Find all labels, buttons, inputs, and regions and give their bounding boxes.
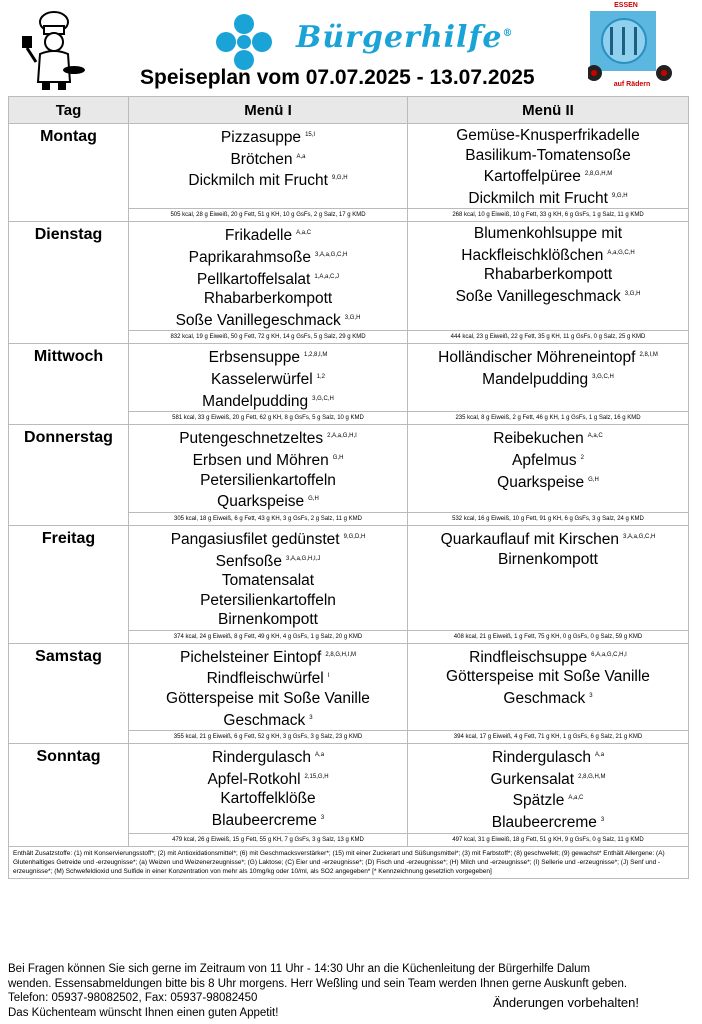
additive-code: 9,G,H (611, 192, 628, 199)
nutrition-menu-1: 355 kcal, 21 g Eiweiß, 6 g Fett, 52 g KH, 3 g GsFs, 3 g Salz, 23 g KMD (129, 731, 408, 744)
additive-code: 2,15,G,H (304, 773, 329, 780)
nutrition-menu-2: 394 kcal, 17 g Eiweiß, 4 g Fett, 71 g KH, 1 g GsFs, 6 g Salz, 21 g KMD (408, 731, 689, 744)
dish-item (133, 689, 403, 709)
dish-item (133, 550, 403, 572)
menu-1-cell (129, 124, 408, 209)
dish-item (412, 746, 684, 768)
nutrition-menu-1: 505 kcal, 28 g Eiweiß, 20 g Fett, 51 g KH, 10 g GsFs, 2 g Salz, 17 g KMD (129, 209, 408, 222)
dish-item (133, 809, 403, 831)
dish-item (412, 687, 684, 709)
dish-item (133, 571, 403, 591)
dish-name: Rindergulasch (491, 749, 592, 767)
dish-name: Holländischer Möhreneintopf (438, 349, 636, 367)
dish-item (133, 309, 403, 331)
additive-code: 3,G,C,H (312, 395, 334, 402)
additive-code: 3 (320, 814, 325, 821)
dish-name: Pellkartoffelsalat (196, 270, 311, 288)
footnote: Enthält Zusatzstoffe: (1) mit Konservierungsstoff*; (2) mit Antioxidationsmittel*; (6) mit Geschmacksverstärker*; (15) mit einer Zuckerart und Süßungsmittel*; (3) mit Farbstoff*; (8) geschwefelt; (9) gewachst* Enthält Allergene: (A) Glutenhaltiges Getreide und -erzeugnisse*; (a) Weizen und Weizenerzeugnisse*; (G) Laktose; (C) Eier und -erzeugnisse*; (D) Fisch und -erzeugnisse*; (H) Milch und -erzeugnisse*; (I) Sellerie und -erzeugnisse*; (J) Senf und -erzeugnisse*; (M) Schwefeldioxid und Sulfide in einer Konzentration von mehr als 10mg/kg oder 10/ml, als SO2 angegeben* [* Kennzeichnung gesetzlich vorgegeben] (9, 846, 689, 878)
nutrition-menu-2: 444 kcal, 23 g Eiweiß, 22 g Fett, 35 g KH, 11 g GsFs, 0 g Salz, 25 g KMD (408, 331, 689, 344)
dish-item (412, 646, 684, 668)
dish-name: Mandelpudding (202, 392, 309, 410)
menu-1-cell (129, 643, 408, 730)
dish-item (133, 289, 403, 309)
dish-item (412, 789, 684, 811)
dish-name: Götterspeise mit Soße Vanille (166, 690, 370, 707)
nutrition-menu-2: 408 kcal, 21 g Eiweiß, 1 g Fett, 75 g KH, 0 g GsFs, 0 g Salz, 59 g KMD (408, 630, 689, 643)
additive-code: 3,A,a,G,C,H (314, 251, 348, 258)
dish-name: Senfsoße (215, 552, 282, 570)
dish-name: Rindergulasch (211, 749, 312, 767)
dish-item (133, 169, 403, 191)
nutrition-menu-2: 268 kcal, 10 g Eiweiß, 10 g Fett, 33 g KH, 6 g GsFs, 1 g Salz, 11 g KMD (408, 209, 689, 222)
additive-code: G,H (308, 496, 319, 503)
dish-name: Dickmilch mit Frucht (188, 172, 328, 190)
additive-code: 2,A,a,G,H,I (327, 433, 357, 440)
dish-name: Blaubeercreme (491, 814, 597, 832)
dish-name: Rindfleischwürfel (206, 670, 324, 688)
dish-item (412, 346, 684, 368)
dish-item (133, 471, 403, 491)
dish-item (412, 667, 684, 687)
menu-2-cell (408, 222, 689, 331)
day-name: Samstag (9, 643, 129, 743)
additive-code: G,H (588, 476, 599, 483)
buergerhilfe-logo-icon (212, 10, 276, 74)
menu-2-cell (408, 425, 689, 512)
table-header-row (9, 97, 689, 124)
dish-item (133, 449, 403, 471)
dish-name: Brötchen (230, 150, 293, 168)
additive-code: 9,G,D,H (343, 533, 366, 540)
nutrition-menu-1: 832 kcal, 19 g Eiweiß, 50 g Fett, 72 g KH, 14 g GsFs, 5 g Salz, 29 g KMD (129, 331, 408, 344)
dish-name: Geschmack (223, 711, 306, 729)
menu-table (8, 96, 689, 879)
menu-2-cell (408, 344, 689, 412)
day-name: Mittwoch (9, 344, 129, 425)
dish-name: Tomatensalat (221, 572, 315, 590)
additive-code: 2 (580, 455, 584, 462)
changes-notice: Änderungen vorbehalten! (493, 995, 640, 1010)
dish-name: Soße Vanillegeschmack (175, 311, 341, 329)
day-row (9, 344, 689, 412)
additive-code: 1,2 (316, 374, 325, 381)
menu-1-cell (129, 425, 408, 512)
dish-item (412, 368, 684, 390)
day-name: Dienstag (9, 222, 129, 344)
dish-item (412, 427, 684, 449)
dish-name: Gurkensalat (490, 770, 575, 788)
dish-item (133, 528, 403, 550)
dish-name: Kartoffelpüree (483, 168, 581, 186)
dish-name: Basilikum-Tomatensoße (465, 146, 631, 164)
column-header-menu-2: Menü II (408, 97, 689, 124)
day-name: Sonntag (9, 744, 129, 847)
dish-item (133, 268, 403, 290)
menu-1-cell (129, 222, 408, 331)
additive-code: 2,8,G,H,I,M (325, 651, 356, 658)
additive-code: G,H (332, 455, 344, 462)
dish-item (412, 811, 684, 833)
dish-name: Rindfleischsuppe (469, 648, 588, 666)
contact-line-4: Das Küchenteam wünscht Ihnen einen guten Appetit! (8, 1006, 279, 1019)
dish-name: Kartoffelklöße (220, 790, 316, 808)
dish-item (133, 390, 403, 412)
header (0, 0, 702, 96)
additive-code: 3,G,H (624, 290, 641, 297)
dish-item (133, 246, 403, 268)
additive-code: A,a,G,C,H (607, 249, 635, 256)
dish-name: Birnenkompott (218, 611, 318, 629)
dish-name: Petersilienkartoffeln (200, 471, 336, 489)
additive-code: 6,A,a,G,C,H,I (591, 651, 627, 658)
dish-name: Götterspeise mit Soße Vanille (446, 668, 650, 686)
dish-item (412, 187, 684, 209)
dish-item (133, 224, 403, 246)
dish-name: Pichelsteiner Eintopf (180, 648, 322, 666)
dish-item (133, 768, 403, 790)
dish-name: Petersilienkartoffeln (200, 591, 336, 609)
dish-name: Blaubeercreme (211, 812, 317, 830)
day-name: Freitag (9, 525, 129, 643)
dish-item (412, 449, 684, 471)
nutrition-menu-1: 581 kcal, 33 g Eiweiß, 20 g Fett, 62 g KH, 8 g GsFs, 5 g Salz, 10 g KMD (129, 412, 408, 425)
menu-1-cell (129, 744, 408, 834)
dish-item (133, 610, 403, 630)
additive-code: 3,G,C,H (592, 374, 614, 381)
additive-code: 2,8,G,H,M (584, 171, 613, 177)
nutrition-menu-2: 532 kcal, 16 g Eiweiß, 10 g Fett, 91 g KH, 6 g GsFs, 3 g Salz, 24 g KMD (408, 512, 689, 525)
dish-name: Dickmilch mit Frucht (468, 189, 608, 207)
additive-code: 1,2,8,I,M (304, 352, 328, 359)
dish-name: Gemüse-Knusperfrikadelle (456, 127, 640, 144)
contact-line-2: wenden. Essensabmeldungen bitte bis 8 Uhr morgens. Herr Weßling und sein Team werden Ihnen gerne Auskunft geben. (8, 977, 628, 990)
day-row (9, 643, 689, 730)
additive-code: I (327, 673, 330, 680)
day-row (9, 425, 689, 512)
column-header-menu-1: Menü I (129, 97, 408, 124)
dish-name: Spätzle (512, 792, 565, 810)
additive-code: A,a (315, 752, 325, 759)
dish-name: Reibekuchen (493, 430, 584, 448)
additive-code: A,a,C (296, 230, 312, 237)
day-row (9, 222, 689, 331)
dish-name: Putengeschnetzeltes (179, 430, 324, 448)
dish-item (133, 346, 403, 368)
dish-name: Apfelmus (512, 452, 577, 470)
dish-item (412, 471, 684, 493)
dish-item (133, 148, 403, 170)
dish-name: Soße Vanillegeschmack (455, 288, 621, 306)
essen-auf-raedern-logo: ESSEN auf Rädern (588, 2, 674, 94)
additive-code: 2,8,I,M (639, 352, 658, 359)
column-header-day: Tag (9, 97, 129, 124)
dish-item (412, 224, 684, 244)
dish-item (412, 244, 684, 266)
dish-item (133, 490, 403, 512)
dish-name: Quarkspeise (217, 493, 305, 511)
additive-code: A,a,C (587, 433, 603, 440)
additive-code: 15,I (305, 132, 316, 138)
dish-name: Apfel-Rotkohl (207, 770, 301, 788)
plate-cutlery-icon (588, 11, 674, 83)
day-row (9, 124, 689, 209)
dish-name: Pangasiusfilet gedünstet (170, 531, 340, 549)
menu-2-cell (408, 643, 689, 730)
dish-item (412, 285, 684, 307)
brand-name: Bürgerhilfe® (296, 20, 514, 55)
dish-name: Rhabarberkompott (483, 266, 613, 284)
page-title: Speiseplan vom 07.07.2025 - 13.07.2025 (140, 66, 535, 89)
dish-name: Frikadelle (224, 227, 293, 245)
additive-code: 3 (600, 817, 605, 824)
dish-name: Erbsen und Möhren (192, 452, 329, 470)
contact-line-3: Telefon: 05937-98082502, Fax: 05937-98082450 (8, 992, 258, 1004)
dish-item (412, 768, 684, 790)
dish-item (133, 789, 403, 809)
nutrition-menu-2: 497 kcal, 31 g Eiweiß, 18 g Fett, 51 g KH, 9 g GsFs, 0 g Salz, 11 g KMD (408, 833, 689, 846)
dish-name: Quarkauflauf mit Kirschen (440, 531, 619, 549)
dish-name: Mandelpudding (482, 371, 589, 389)
additive-code: 9,G,H (331, 175, 348, 182)
dish-name: Rhabarberkompott (203, 290, 333, 308)
additive-code: 3,A,a,G,C,H (622, 533, 656, 540)
day-row (9, 744, 689, 834)
dish-item (412, 146, 684, 166)
dish-name: Blumenkohlsuppe mit (473, 225, 623, 243)
dish-name: Kasselerwürfel (211, 371, 313, 389)
additive-code: A,a (595, 752, 605, 759)
day-name: Donnerstag (9, 425, 129, 525)
dish-name: Paprikarahmsoße (188, 249, 311, 267)
dish-name: Pizzasuppe (220, 129, 302, 147)
menu-1-cell (129, 525, 408, 630)
dish-item (412, 528, 684, 550)
dish-item (133, 126, 403, 148)
dish-name: Hackfleischklößchen (461, 246, 604, 264)
additive-code: 3 (589, 692, 593, 699)
nutrition-menu-1: 305 kcal, 18 g Eiweiß, 6 g Fett, 43 g KH, 3 g GsFs, 2 g Salz, 11 g KMD (129, 512, 408, 525)
additive-code: 3 (309, 714, 313, 721)
dish-item (133, 667, 403, 689)
nutrition-menu-2: 235 kcal, 8 g Eiweiß, 2 g Fett, 46 g KH, 1 g GsFs, 1 g Salz, 16 g KMD (408, 412, 689, 425)
dish-item (412, 126, 684, 146)
menu-body (9, 124, 689, 847)
additive-code: 3,G,H (344, 314, 361, 321)
dish-name: Birnenkompott (498, 550, 598, 568)
additive-code: 1,A,a,C,J (314, 273, 340, 280)
menu-2-cell (408, 124, 689, 209)
dish-item (133, 368, 403, 390)
contact-line-1: Bei Fragen können Sie sich gerne im Zeitraum von 11 Uhr - 14:30 Uhr an die Küchenleitung der Bürgerhilfe Dalum (8, 963, 591, 975)
menu-2-cell (408, 744, 689, 834)
dish-item (133, 591, 403, 611)
dish-item (133, 427, 403, 449)
chef-icon (20, 8, 86, 92)
menu-1-cell (129, 344, 408, 412)
dish-item (412, 165, 684, 187)
dish-name: Quarkspeise (497, 473, 585, 491)
contact-info (8, 962, 698, 1020)
dish-item (412, 550, 684, 570)
dish-name: Erbsensuppe (208, 349, 300, 367)
day-name: Montag (9, 124, 129, 222)
additive-code: A,a (296, 153, 306, 160)
dish-item (412, 265, 684, 285)
day-row (9, 525, 689, 630)
additive-code: 2,8,G,H,M (578, 773, 606, 780)
menu-2-cell (408, 525, 689, 630)
dish-item (133, 746, 403, 768)
footnote-row (9, 846, 689, 878)
nutrition-menu-1: 479 kcal, 26 g Eiweiß, 15 g Fett, 55 g KH, 7 g GsFs, 3 g Salz, 13 g KMD (129, 833, 408, 846)
additive-code: A,a,C (568, 795, 584, 802)
dish-name: Geschmack (503, 690, 586, 707)
dish-item (133, 646, 403, 668)
nutrition-menu-1: 374 kcal, 24 g Eiweiß, 8 g Fett, 49 g KH, 4 g GsFs, 1 g Salz, 20 g KMD (129, 630, 408, 643)
additive-code: 3,A,a,G,H,I,J (286, 555, 321, 562)
dish-item (133, 709, 403, 731)
